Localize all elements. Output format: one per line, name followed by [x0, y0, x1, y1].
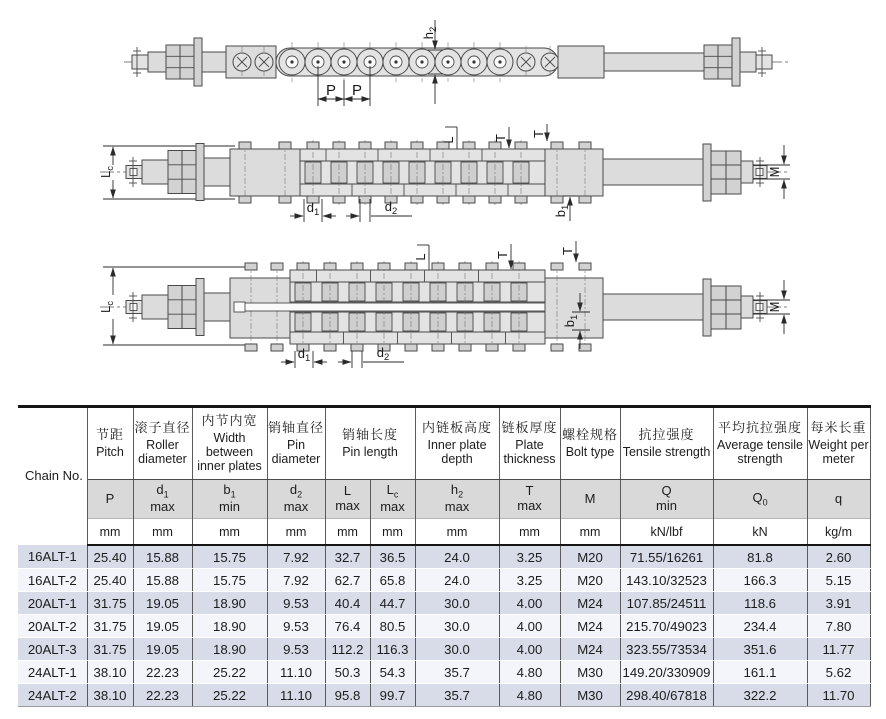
data-cell: 36.5: [370, 545, 415, 569]
data-cell: 143.10/32523: [620, 569, 713, 592]
data-cell: 3.25: [499, 545, 560, 569]
data-cell: 7.92: [267, 569, 325, 592]
data-cell: M30: [560, 661, 620, 684]
data-cell: 81.8: [713, 545, 807, 569]
chain-no-header: Chain No.: [18, 407, 87, 546]
table-row: [18, 569, 870, 592]
data-cell: 4.00: [499, 638, 560, 661]
unit-cell: mm: [87, 519, 133, 546]
chain-no-cell: 24ALT-2: [18, 684, 87, 707]
data-cell: 3.91: [807, 592, 870, 615]
data-cell: 323.55/73534: [620, 638, 713, 661]
symbol-cell: $Q_0$: [713, 480, 807, 519]
chain-no-cell: 20ALT-1: [18, 592, 87, 615]
unit-cell: mm: [415, 519, 499, 546]
data-cell: 4.00: [499, 615, 560, 638]
unit-cell: mm: [325, 519, 370, 546]
symbol-cell: T max: [499, 480, 560, 519]
data-cell: 38.10: [87, 661, 133, 684]
column-header-cell: 链板厚度 Plate thickness: [499, 407, 560, 480]
symbol-cell: M: [560, 480, 620, 519]
dim-label-lc: $L_c$: [98, 166, 116, 178]
unit-cell: mm: [133, 519, 192, 546]
data-cell: 30.0: [415, 615, 499, 638]
data-cell: 107.85/24511: [620, 592, 713, 615]
unit-cell: mm: [192, 519, 267, 546]
column-header-cell: 每米长重 Weight per meter: [807, 407, 870, 480]
data-cell: 9.53: [267, 592, 325, 615]
table-header-row: [18, 407, 870, 480]
unit-cell: mm: [560, 519, 620, 546]
data-cell: 31.75: [87, 638, 133, 661]
table-row: [18, 638, 870, 661]
dim-label-m: M: [767, 166, 782, 178]
data-cell: 24.0: [415, 569, 499, 592]
column-header-cell: 平均抗拉强度 Average tensile strength: [713, 407, 807, 480]
data-cell: 9.53: [267, 638, 325, 661]
column-header-cell: 滚子直径 Roller diameter: [133, 407, 192, 480]
data-cell: 30.0: [415, 592, 499, 615]
column-header-cell: 节距 Pitch: [87, 407, 133, 480]
table-row: [18, 592, 870, 615]
data-cell: 35.7: [415, 684, 499, 707]
symbol-row: [18, 480, 870, 519]
dim-label-pitch: P: [325, 82, 337, 99]
dim-label-l: L: [441, 136, 456, 144]
data-cell: 35.7: [415, 661, 499, 684]
column-header-cell: 销轴长度 Pin length: [325, 407, 415, 480]
column-header-cell: 内链板高度 Inner plate depth: [415, 407, 499, 480]
data-cell: 18.90: [192, 592, 267, 615]
data-cell: 76.4: [325, 615, 370, 638]
data-cell: 25.40: [87, 545, 133, 569]
data-cell: 65.8: [370, 569, 415, 592]
dim-label-b1: $b_1$: [553, 204, 571, 218]
data-cell: 149.20/330909: [620, 661, 713, 684]
column-header-cell: 销轴直径 Pin diameter: [267, 407, 325, 480]
data-cell: 5.15: [807, 569, 870, 592]
dim-label-d1: $d_1$: [306, 200, 320, 218]
data-cell: 22.23: [133, 684, 192, 707]
data-cell: 351.6: [713, 638, 807, 661]
unit-cell: kg/m: [807, 519, 870, 546]
data-cell: M24: [560, 638, 620, 661]
data-cell: 11.10: [267, 684, 325, 707]
dim-label-t: T: [493, 134, 508, 142]
chain-no-cell: 20ALT-2: [18, 615, 87, 638]
data-cell: 118.6: [713, 592, 807, 615]
chain-plan-view-diagram: [95, 118, 800, 228]
data-cell: 19.05: [133, 615, 192, 638]
data-cell: 15.88: [133, 545, 192, 569]
symbol-cell: Q min: [620, 480, 713, 519]
data-cell: 31.75: [87, 592, 133, 615]
dim-label-b1: $b_1$: [562, 314, 580, 328]
symbol-cell: L max: [325, 480, 370, 519]
data-cell: 161.1: [713, 661, 807, 684]
data-cell: 15.88: [133, 569, 192, 592]
data-cell: 2.60: [807, 545, 870, 569]
data-cell: 24.0: [415, 545, 499, 569]
dim-label-t: T: [495, 251, 510, 259]
data-cell: 71.55/16261: [620, 545, 713, 569]
table-row: [18, 545, 870, 569]
duplex-chain-plan-view-geometry: [100, 241, 790, 368]
data-cell: 298.40/67818: [620, 684, 713, 707]
chain-no-cell: 20ALT-3: [18, 638, 87, 661]
unit-cell: mm: [370, 519, 415, 546]
data-cell: 215.70/49023: [620, 615, 713, 638]
data-cell: 44.7: [370, 592, 415, 615]
unit-cell: mm: [499, 519, 560, 546]
dim-label-t: T: [560, 247, 575, 255]
data-cell: 11.70: [807, 684, 870, 707]
table-row: [18, 615, 870, 638]
data-cell: 30.0: [415, 638, 499, 661]
data-cell: 4.00: [499, 592, 560, 615]
data-cell: 5.62: [807, 661, 870, 684]
data-cell: M24: [560, 615, 620, 638]
data-cell: 7.80: [807, 615, 870, 638]
data-cell: 11.77: [807, 638, 870, 661]
data-cell: 25.22: [192, 661, 267, 684]
data-cell: M20: [560, 569, 620, 592]
chain-no-cell: 16ALT-1: [18, 545, 87, 569]
data-cell: 11.10: [267, 661, 325, 684]
data-cell: 3.25: [499, 569, 560, 592]
data-cell: 112.2: [325, 638, 370, 661]
data-cell: 15.75: [192, 545, 267, 569]
chain-no-cell: 24ALT-1: [18, 661, 87, 684]
data-cell: 7.92: [267, 545, 325, 569]
symbol-cell: $d_2$ max: [267, 480, 325, 519]
data-cell: 25.22: [192, 684, 267, 707]
data-cell: M20: [560, 545, 620, 569]
symbol-cell: q: [807, 480, 870, 519]
data-cell: 50.3: [325, 661, 370, 684]
symbol-cell: $d_1$ max: [133, 480, 192, 519]
duplex-chain-plan-view-diagram: [95, 238, 800, 373]
data-cell: 31.75: [87, 615, 133, 638]
table-row: [18, 661, 870, 684]
dim-label-t: T: [531, 130, 546, 138]
data-cell: 38.10: [87, 684, 133, 707]
data-cell: 116.3: [370, 638, 415, 661]
data-cell: 40.4: [325, 592, 370, 615]
chain-side-view-diagram: [100, 10, 800, 115]
unit-cell: kN/lbf: [620, 519, 713, 546]
unit-row: [18, 519, 870, 546]
column-header-cell: 螺栓规格 Bolt type: [560, 407, 620, 480]
dim-label-m: M: [767, 301, 782, 313]
data-cell: 22.23: [133, 661, 192, 684]
data-cell: 9.53: [267, 615, 325, 638]
data-cell: 80.5: [370, 615, 415, 638]
dim-label-d2: $d_2$: [376, 345, 390, 363]
data-cell: 99.7: [370, 684, 415, 707]
symbol-cell: $b_1$ min: [192, 480, 267, 519]
dim-label-h2: $h_2$: [421, 26, 439, 40]
symbol-cell: $L_c$ max: [370, 480, 415, 519]
data-cell: 95.8: [325, 684, 370, 707]
data-cell: 62.7: [325, 569, 370, 592]
dim-label-d1: $d_1$: [297, 346, 311, 364]
table-row: [18, 684, 870, 707]
chain-side-view-geometry: [124, 20, 789, 106]
data-cell: 54.3: [370, 661, 415, 684]
data-cell: 19.05: [133, 592, 192, 615]
data-cell: 322.2: [713, 684, 807, 707]
data-cell: 32.7: [325, 545, 370, 569]
column-header-cell: 抗拉强度 Tensile strength: [620, 407, 713, 480]
data-cell: 4.80: [499, 661, 560, 684]
symbol-cell: P: [87, 480, 133, 519]
data-cell: M24: [560, 592, 620, 615]
unit-cell: kN: [713, 519, 807, 546]
dim-label-pitch: P: [351, 82, 363, 99]
data-cell: 18.90: [192, 615, 267, 638]
data-cell: 234.4: [713, 615, 807, 638]
data-cell: M30: [560, 684, 620, 707]
data-cell: 15.75: [192, 569, 267, 592]
data-cell: 25.40: [87, 569, 133, 592]
unit-cell: mm: [267, 519, 325, 546]
column-header-cell: 内节内宽 Width between inner plates: [192, 407, 267, 480]
data-cell: 166.3: [713, 569, 807, 592]
data-cell: 18.90: [192, 638, 267, 661]
data-cell: 19.05: [133, 638, 192, 661]
dim-label-l: L: [413, 253, 428, 261]
chain-no-cell: 16ALT-2: [18, 569, 87, 592]
dim-label-lc: $L_c$: [98, 301, 116, 313]
symbol-cell: $h_2$ max: [415, 480, 499, 519]
data-cell: 4.80: [499, 684, 560, 707]
chain-spec-table: [18, 405, 871, 707]
dim-label-d2: $d_2$: [384, 199, 398, 217]
